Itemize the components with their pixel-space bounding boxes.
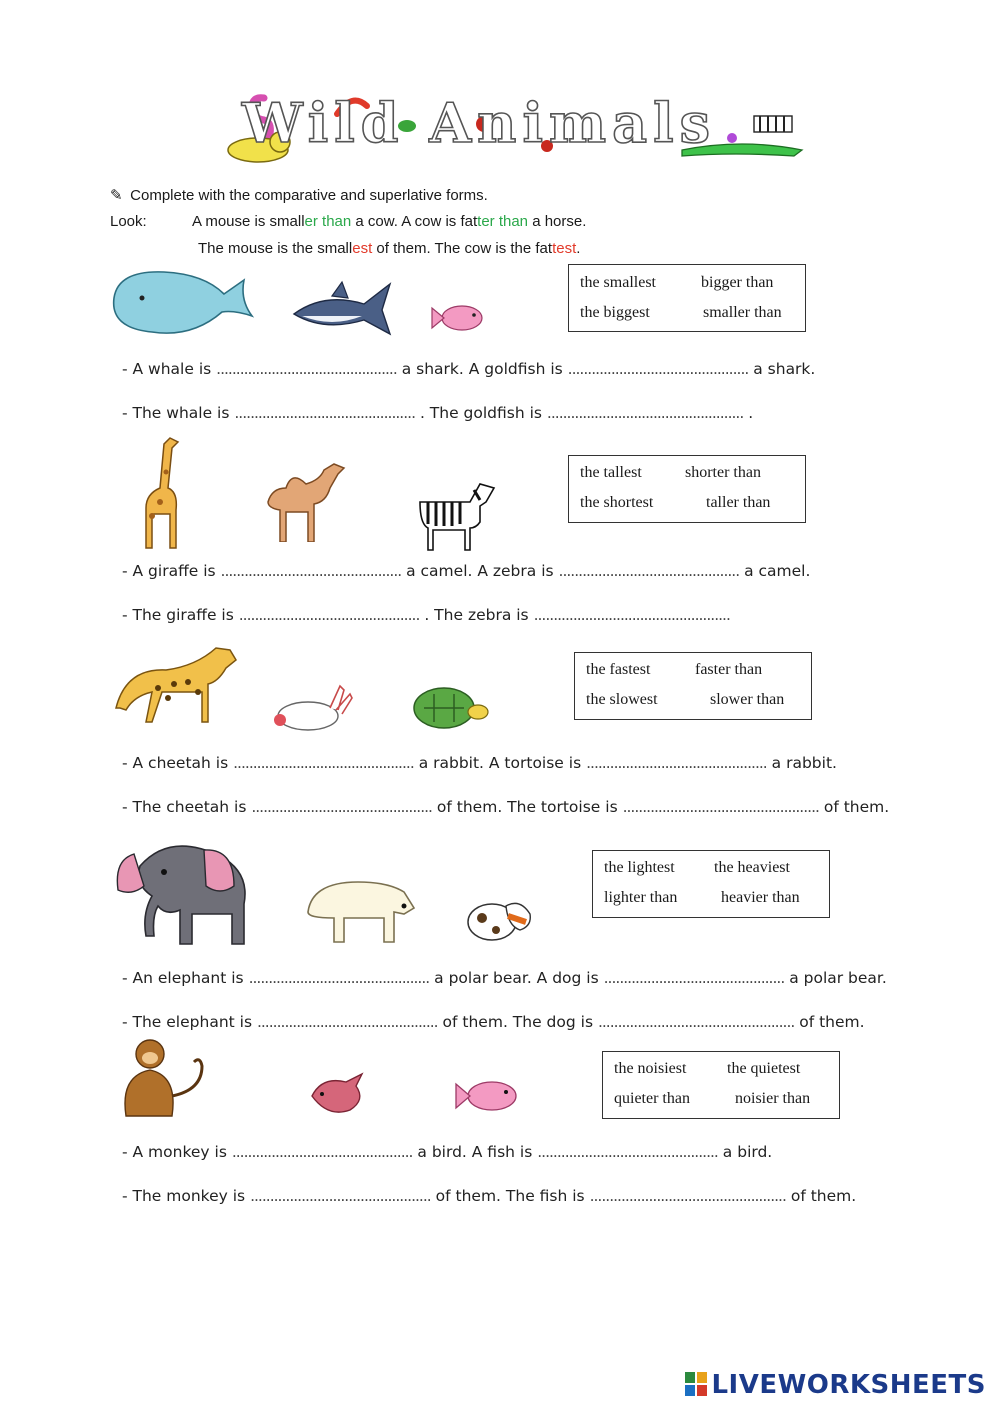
elephant-icon [110, 836, 256, 946]
word-box [568, 264, 806, 332]
word-option: the heaviest [714, 859, 790, 876]
goldfish-icon [430, 300, 490, 336]
word-option: the slowest [586, 691, 658, 708]
answer-blank[interactable]: .............................................. [216, 360, 397, 378]
sentence-text: - A giraffe is [122, 562, 221, 580]
example-text: A mouse is small [192, 213, 305, 230]
answer-blank[interactable]: .............................................. [250, 1187, 431, 1205]
word-option: quieter than [614, 1090, 690, 1107]
sentence-text: a bird. [717, 1143, 773, 1161]
sentence-line [122, 404, 753, 422]
footer-brand[interactable] [685, 1370, 986, 1400]
answer-blank[interactable]: .............................................. [233, 754, 414, 772]
example-text: . [576, 240, 581, 257]
word-option: taller than [706, 494, 771, 511]
answer-blank[interactable]: .............................................. [537, 1143, 718, 1161]
sentence-line [122, 969, 887, 987]
example-text: of them. The cow is the fat [372, 240, 553, 257]
sentence-text: of them. [818, 798, 890, 816]
word-option: the noisiest [614, 1060, 687, 1077]
word-option: shorter than [685, 464, 761, 481]
answer-blank[interactable]: .............................................. [234, 404, 416, 422]
sentence-text: a camel. A zebra is [401, 562, 559, 580]
sentence-text: - A cheetah is [122, 754, 234, 772]
sentence-line [122, 1187, 856, 1205]
sentence-text: of them. [794, 1013, 865, 1031]
sentence-text: a rabbit. A tortoise is [413, 754, 587, 772]
sentence-text: - The monkey is [122, 1187, 251, 1205]
sentence-text: . The zebra is [419, 606, 534, 624]
word-option: noisier than [735, 1090, 811, 1107]
word-option: the shortest [580, 494, 654, 511]
sentence-text: a polar bear. [784, 969, 887, 987]
pencil-icon: ✎ [110, 187, 123, 204]
sentence-line [122, 1013, 865, 1031]
example-suffix: test [552, 240, 577, 257]
sentence-text: a bird. A fish is [412, 1143, 538, 1161]
sentence-text: a polar bear. A dog is [429, 969, 604, 987]
sentence-text: - The whale is [122, 404, 235, 422]
sentence-text: a shark. [748, 360, 816, 378]
answer-blank[interactable]: .............................................. [586, 754, 767, 772]
answer-blank[interactable]: .............................................. [231, 1143, 413, 1161]
zebra-icon [414, 478, 500, 552]
sentence-line [122, 562, 810, 580]
tortoise-icon [404, 680, 490, 734]
example-text: The mouse is the small [198, 240, 353, 257]
answer-blank[interactable]: .............................................. [238, 606, 420, 624]
instructions-text: Complete with the comparative and superlative forms. [130, 187, 488, 204]
example-line-2 [198, 240, 580, 257]
sentence-text: of them. The tortoise is [431, 798, 623, 816]
example-suffix: ter than [477, 213, 529, 230]
example-suffix: er than [304, 213, 352, 230]
word-option: the lightest [604, 859, 675, 876]
sentence-text: - The elephant is [122, 1013, 257, 1031]
word-option: slower than [710, 691, 785, 708]
sentence-text: . [743, 404, 754, 422]
polar-bear-icon [300, 872, 416, 944]
sentence-text: of them. [785, 1187, 857, 1205]
answer-blank[interactable]: .............................................. [567, 360, 749, 378]
word-option: bigger than [701, 274, 774, 291]
sentence-line [122, 360, 815, 378]
word-option: smaller than [703, 304, 782, 321]
sentence-text: - An elephant is [122, 969, 249, 987]
whale-icon [108, 268, 266, 338]
sentence-text: a shark. A goldfish is [396, 360, 568, 378]
answer-blank[interactable]: .................................................. [589, 1187, 786, 1205]
word-box [602, 1051, 840, 1119]
sentence-text: of them. The dog is [437, 1013, 598, 1031]
word-option: heavier than [721, 889, 800, 906]
dog-icon [462, 886, 536, 946]
page-title: Wild Animals [242, 91, 716, 155]
word-option: the fastest [586, 661, 651, 678]
answer-blank[interactable]: .............................................. [558, 562, 740, 580]
fish-icon [452, 1074, 524, 1118]
answer-blank[interactable]: .............................................. [248, 969, 430, 987]
word-option: the tallest [580, 464, 642, 481]
example-text: a horse. [528, 213, 587, 230]
word-box [568, 455, 806, 523]
word-box [592, 850, 830, 918]
liveworksheets-logo-icon [685, 1372, 707, 1396]
sentence-text: - A whale is [122, 360, 217, 378]
instructions [110, 186, 488, 204]
camel-icon [262, 462, 350, 542]
word-option: the biggest [580, 304, 650, 321]
brand-name: LIVEWORKSHEETS [711, 1370, 986, 1400]
answer-blank[interactable]: .............................................. [256, 1013, 438, 1031]
monkey-icon [112, 1036, 212, 1118]
bird-icon [304, 1070, 376, 1120]
sentence-text: - The cheetah is [122, 798, 252, 816]
answer-blank[interactable]: .............................................. [251, 798, 432, 816]
sentence-text: - The giraffe is [122, 606, 239, 624]
look-label: Look: [110, 213, 147, 230]
answer-blank[interactable]: .................................................. [533, 606, 730, 624]
word-option: the quietest [727, 1060, 801, 1077]
example-line-1 [110, 213, 586, 230]
sentence-line [122, 1143, 772, 1161]
sentence-line [122, 754, 837, 772]
word-option: faster than [695, 661, 763, 678]
sentence-line [122, 606, 730, 624]
answer-blank[interactable]: .................................................. [597, 1013, 795, 1031]
sentence-text: a camel. [739, 562, 811, 580]
word-box [574, 652, 812, 720]
example-suffix: est [352, 240, 373, 257]
word-option: the smallest [580, 274, 656, 291]
giraffe-icon [130, 432, 186, 552]
example-text: a cow. A cow is fat [351, 213, 478, 230]
sentence-text: . The goldfish is [415, 404, 547, 422]
sentence-text: of them. The fish is [430, 1187, 590, 1205]
word-option: lighter than [604, 889, 678, 906]
answer-blank[interactable]: .................................................. [622, 798, 819, 816]
sentence-text: - A monkey is [122, 1143, 232, 1161]
cheetah-icon [108, 638, 240, 734]
sentence-line [122, 798, 889, 816]
answer-blank[interactable]: .............................................. [220, 562, 402, 580]
zebra-icon [754, 116, 792, 132]
rabbit-icon [270, 684, 356, 734]
sentence-text: a rabbit. [766, 754, 837, 772]
title-banner [222, 84, 807, 174]
answer-blank[interactable]: .................................................. [546, 404, 744, 422]
answer-blank[interactable]: .............................................. [603, 969, 785, 987]
shark-icon [292, 280, 396, 338]
